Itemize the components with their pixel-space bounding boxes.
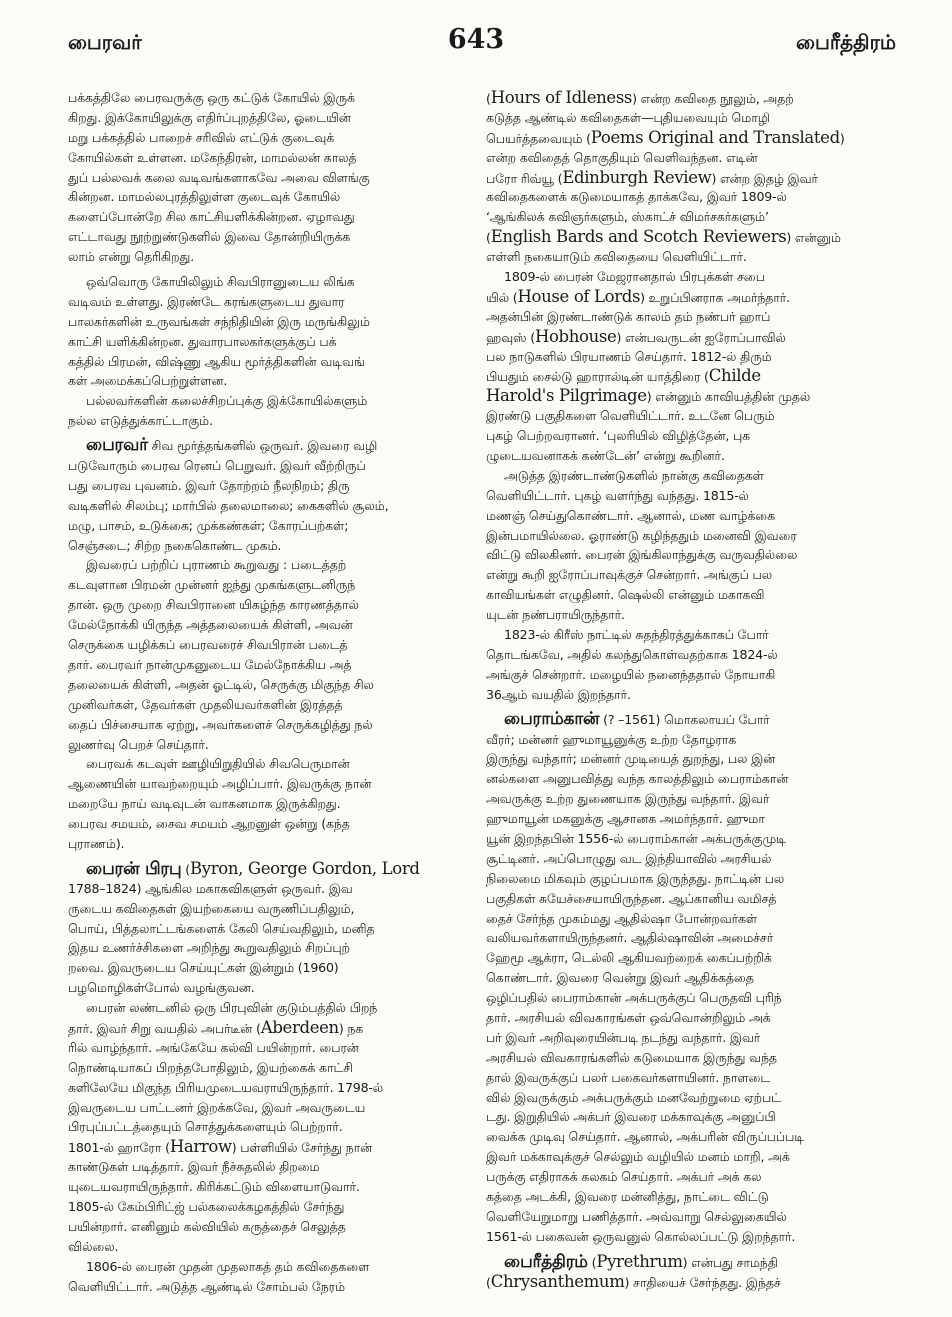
- text-line: எள்ளி நகையாடும் கவிதையை வெளியிட்டார்.: [486, 249, 747, 265]
- text-line: யுடன் நண்பராயிருந்தார்.: [486, 607, 625, 623]
- text-line: ஒழிப்பதில் பைராம்கான் அக்பருக்குப் பெருதவி புரிந்: [486, 990, 782, 1006]
- text-line: அங்குச் சென்றார். மழையில் நனைந்ததால் நோயாகி: [486, 666, 776, 682]
- text-line: முனிவர்கள், தேவர்கள் முதலியவர்களின் இரத்தத்: [68, 696, 343, 712]
- text-line: விட்டு விலகினர். பைரன் இங்கிலாந்துக்கு வருவதில்லை: [486, 547, 798, 563]
- entry-headword: பைரவர்: [86, 435, 148, 456]
- text-line: ஹவுஸ் (Hobhouse) என்பவருடன் ஐரோப்பாவில்: [486, 326, 786, 346]
- text-line: கடுத்த ஆண்டில் கவிதைகள்—புதியவையும் மொழி: [486, 109, 770, 125]
- text-line: வீரர்; மன்னர் ஹுமாயூனுக்கு உற்ற தோழராக: [486, 731, 737, 747]
- text-line: பக்கத்திலே பைரவருக்கு ஒரு கட்டுக் கோயில் இருக்: [68, 90, 355, 105]
- text-line: (Hours of Idleness) என்ற கவிதை நூலும், அதற்: [486, 88, 794, 107]
- text-line: பைரீத்திரம் (Pyrethrum) என்பது சாமந்தி: [504, 1251, 778, 1272]
- text-line: பைரவ சமயம், சைவ சமயம் ஆறனுள் ஒன்று (கந்த: [68, 816, 350, 832]
- text-line: பருக்கு எதிராகக் கலகம் செய்தார். அக்பர் அக் கல: [486, 1169, 762, 1185]
- text-line: 1806-ல் பைரன் முதன் முதலாகத் தம் கவிதைகளை: [86, 1258, 370, 1274]
- text-line: கள் அமைக்கப்பெற்றுள்ளன.: [68, 373, 228, 389]
- text-line: வடிவம் உள்ளது. இரண்டே கரங்களுடைய துவார: [68, 293, 345, 309]
- text-line: களிலேயே மிகுந்த பிரியமுடையவராயிருந்தார். 1798-ல்: [68, 1079, 384, 1095]
- text-line: பெயர்த்தவையும் (Poems Original and Translated): [486, 127, 845, 147]
- text-line: களைப்போன்றே சில காட்சியளிக்கின்றன. ஏழாவது: [68, 209, 355, 225]
- text-line: பது பைரவ புவனம். இவர் தோற்றம் நீலநிறம்; திரு: [68, 477, 350, 493]
- text-line: இதய உணர்ச்சிகளை அறிந்து கூறுவதிலும் சிறப்புற்: [68, 940, 350, 956]
- text-line: பயின்றார். எனினும் கல்வியில் கருத்தைச் செலுத்த: [68, 1218, 346, 1234]
- text-line: யூன் இறந்தபின் 1556-ல் பைராம்கான் அக்பருக்குமுடி: [486, 830, 786, 846]
- text-line: பரோ ரிவ்யூ (Edinburgh Review) என்ற இதழ் இவர்: [486, 167, 818, 187]
- text-line: தைச் சேர்ந்த முகம்மது ஆதில்ஷா போன்றவர்கள்: [486, 910, 758, 926]
- text-line: ருடைய கவிதைகள் இயற்கையை வருணிப்பதிலும்,: [68, 900, 355, 916]
- text-line: (English Bards and Scotch Reviewers) என்னும்: [486, 227, 841, 247]
- text-line: இரண்டு பகுதிகளை வெளியிட்டார். உடனே பெரும்: [486, 408, 775, 424]
- text-line: வெளியிட்டார். அடுத்த ஆண்டில் சோம்பல் நேரம்: [68, 1278, 345, 1294]
- text-line: தால் இவருக்குப் பலர் பகைவர்களாயினர். நாளடை: [486, 1069, 771, 1085]
- text-line: தைப் பிச்சையாக ஏற்று, அவர்களைச் செருக்கழித்து நல்: [68, 716, 373, 732]
- text-line: யில் (House of Lords) உறுப்பினராக அமர்ந்தார்.: [486, 286, 790, 306]
- text-line: ஆணையின் யாவற்றையும் அழிப்பார். இவருக்கு நான்: [68, 776, 372, 792]
- text-line: கொண்டார். இவரை வென்று இவர் ஆதிக்கத்தை: [486, 970, 754, 986]
- text-line: இவரைப் பற்றிப் புராணம் கூறுவது : படைத்தற்: [86, 557, 347, 573]
- text-line: இவருடைய பாட்டனர் இறக்கவே, இவர் அவருடைய: [68, 1099, 366, 1115]
- text-line: காண்டுகள் படித்தார். இவர் நீச்சுதலில் திறமை: [68, 1159, 320, 1175]
- text-line: புகழ் பெற்றவரானர். ‘புலரியில் விழித்தேன், புக: [486, 428, 751, 444]
- text-line: அதன்பின் இரண்டாண்டுக் காலம் தம் நண்பர் ஹாப்: [486, 308, 771, 324]
- text-line: லுணர்வு பெறச் செய்தார்.: [68, 736, 209, 752]
- text-line: கோயில்கள் உள்ளன. மகேந்திரன், மாமல்லன் காலத்: [68, 149, 357, 165]
- text-line: பொய், பித்தலாட்டங்களைக் கேலி செய்வதிலும், மனித: [68, 920, 375, 936]
- text-line: துப் பல்லவக் கலை வடிவங்களாகவே அவை விளங்கு: [68, 169, 370, 185]
- text-line: வடிகளில் சிலம்பு; மார்பில் தலைமாலை; கைகளில் சூலம்,: [68, 497, 389, 513]
- text-line: என்று கூறி ஐரோப்பாவுக்குச் சென்றார். அங்குப் பல: [486, 567, 772, 583]
- text-line: பைராம்கான் (? –1561) மொகலாயப் போர்: [504, 708, 770, 729]
- text-line: வெளியிட்டார். புகழ் வளர்ந்து வந்தது. 1815-ல்: [486, 487, 749, 503]
- text-line: பழமொழிகள்போல் வழங்குவன.: [68, 980, 255, 996]
- text-line: காட்சி யளிக்கின்றன. துவாரபாலகர்களுக்குப் பக்: [68, 333, 337, 349]
- text-line: இருந்து வந்தார்; மன்னர் முடியைத் துறந்து, பல இன்: [486, 751, 776, 767]
- text-line: தார். அரசியல் விவகாரங்கள் ஒவ்வொன்றிலும் அக்: [486, 1009, 771, 1025]
- text-line: தான். ஒரு முறை சிவபிரானை யிகழ்ந்த காரணத்தால்: [68, 597, 359, 613]
- text-line: மணஞ் செய்துகொண்டார். ஆனால், மண வாழ்க்கை: [486, 507, 775, 523]
- text-line: றவை. இவருடைய செய்யுட்கள் இன்றும் (1960): [68, 960, 339, 976]
- text-line: ஹுமாயூன் மகனுக்கு ஆசானக அமர்ந்தார். ஹுமா: [486, 811, 765, 827]
- text-line: பைரவக் கடவுள் ஊழியிறுதியில் சிவபெருமான்: [86, 756, 350, 772]
- text-line: வெளியேறுமாறு பணித்தார். அவ்வாறு செல்லுகையில்: [486, 1208, 787, 1224]
- text-line: கடவுளான பிரமன் முன்னர் ஐந்து முகங்களுடனிருந்: [68, 577, 356, 593]
- header-right-guide-word: பைரீத்திரம்: [796, 30, 896, 54]
- text-line: படுவோரும் பைரவ ரெனப் பெறுவர். இவர் வீற்றிருப்: [68, 458, 366, 474]
- text-line: Harold's Pilgrimage) என்னும் காவியத்தின் முதல்: [486, 386, 811, 406]
- text-line: வில்லை.: [68, 1238, 119, 1254]
- text-line: மறையே நாய் வடிவுடன் வாகனமாக இருக்கிறது.: [68, 796, 341, 812]
- entry-headword: பைராம்கான்: [504, 708, 600, 729]
- text-line: 1801-ல் ஹாரோ (Harrow) பள்ளியில் சேர்ந்து நான்: [68, 1137, 373, 1157]
- text-line: செஞ்சடை; சிற்ற நகைகொண்ட முகம்.: [68, 537, 282, 553]
- text-line: டது. இறுதியில் அக்பர் இவரை மக்காவுக்கு அனுப்பி: [486, 1109, 776, 1125]
- text-line: 36ஆம் வயதில் இறந்தார்.: [486, 686, 631, 702]
- text-line: காவியங்கள் எழுதினர். ஷெல்லி என்னும் மகாகவி: [486, 587, 765, 603]
- text-line: னல்களை அனுபவித்து வந்த காலத்திலும் பைராம்கான்: [486, 771, 789, 787]
- text-line: என்ற கவிதைத் தொகுதியும் வெளிவந்தன. எடின்: [486, 149, 758, 165]
- text-line: பைரன் லண்டனில் ஒரு பிரபுவின் குடும்பத்தில் பிறந்: [86, 1000, 378, 1016]
- text-line: 1788–1824) ஆங்கில மகாகவிகளுள் ஒருவர். இவ: [68, 880, 353, 896]
- text-line: அரசியல் விவகாரங்களில் கடுமையாக இருந்து வந்த: [486, 1049, 777, 1065]
- left-column: [68, 88, 472, 1294]
- right-column: [486, 88, 898, 1291]
- text-line: செருக்கை யழிக்கப் பைரவரைச் சிவபிரான் படைத்: [68, 637, 348, 653]
- text-line: மறு பக்கத்தில் பாறைச் சரிவில் எட்டுக் குடைவுக்: [68, 129, 335, 145]
- header-left-guide-word: பைரவர்: [68, 30, 142, 54]
- text-line: பைரவர் சிவ மூர்த்தங்களில் ஒருவர். இவரை வழி: [86, 435, 378, 456]
- text-line: வைக்க முடிவு செய்தார். ஆனால், அக்பரின் விருப்பப்படி: [486, 1129, 805, 1145]
- text-line: வில் இவருக்கும் அக்பருக்கும் மனவேற்றுமை ஏற்பட்: [486, 1089, 781, 1105]
- text-line: கிறது. இக்கோயிலுக்கு எதிர்ப்புறத்திலே, ஓடையின்: [68, 109, 351, 125]
- text-line: லாம் என்று தெரிகிறது.: [68, 249, 195, 265]
- text-line: பர் இவர் அறிவுரையின்படி நடந்து வந்தார். இவர்: [486, 1029, 761, 1045]
- text-line: (Chrysanthemum) சாதியைச் சேர்ந்தது. இந்தச்: [486, 1271, 781, 1291]
- text-line: ‘ஆங்கிலக் கவிஞர்களும், ஸ்காட்ச் விமர்சகர்களும்’: [486, 209, 769, 225]
- text-line: பியதும் சைல்டு ஹாரால்டின் யாத்திரை (Childe: [486, 366, 761, 386]
- text-line: பிரபுப்பட்டத்தையும் சொத்துக்களையும் பெற்றார்.: [68, 1119, 343, 1135]
- text-line: எட்டாவது நூற்றுண்டுகளில் இவை தோன்றியிருக்க: [68, 229, 351, 245]
- text-line: கத்தை அடக்கி, இவரை மன்னித்து, நாட்டை விட்டு: [486, 1188, 769, 1204]
- text-line: பல நாடுகளில் பிரயாணம் செய்தார். 1812-ல் திரும்: [486, 348, 772, 364]
- entry-headword: பைரன் பிரபு: [86, 858, 182, 879]
- text-line: ரில் வாழ்ந்தார். அங்கேயே கல்வி பயின்றார். பைரன்: [68, 1039, 359, 1055]
- text-line: பாலகர்களின் உருவங்கள் சந்நிதியின் இரு மருங்கிலும்: [68, 313, 370, 329]
- text-line: கவிதைகளைக் கடுமையாகத் தாக்கவே, இவர் 1809-ல்: [486, 189, 787, 205]
- text-line: அடுத்த இரண்டாண்டுகளில் நான்கு கவிதைகள்: [504, 467, 764, 483]
- text-line: நிலைமை மிகவும் குழப்பமாக இருந்தது. நாட்டின் பல: [486, 870, 785, 886]
- text-line: கத்தில் பிரமன், விஷ்ணு ஆகிய மூர்த்திகளின் வடிவங்: [68, 353, 365, 369]
- text-line: நொண்டியாகப் பிறந்தபோதிலும், இயற்கைக் காட்சி: [68, 1059, 353, 1075]
- text-line: புராணம்).: [68, 835, 125, 851]
- entry-headword: பைரீத்திரம்: [504, 1251, 588, 1272]
- text-line: தார். இவர் சிறு வயதில் அபர்டீன் (Aberdeen) நக: [68, 1017, 364, 1037]
- text-line: அவருக்கு உற்ற துணையாக இருந்து வந்தார். இவர்: [486, 791, 770, 807]
- text-line: தலையைக் கிள்ளி, அதன் ஓட்டில், செருக்கு மிகுந்த சில: [68, 676, 374, 692]
- text-line: ஹேமூ ஆக்ரா, டெல்லி ஆகியவற்றைக் கைப்பற்றிக்: [486, 950, 772, 966]
- text-line: ழுடையவனாகக் கண்டேன்’ என்று கூறினர்.: [486, 448, 725, 464]
- text-line: நல்ல எடுத்துக்காட்டாகும்.: [68, 413, 213, 429]
- text-line: சூட்டினர். அப்பொழுது வட இந்தியாவில் அரசியல்: [486, 850, 772, 866]
- text-line: 1805-ல் கேம்பிரிட்ஜ் பல்கலைக்கழகத்தில் சேர்ந்து: [68, 1198, 345, 1214]
- text-line: கின்றன. மாமல்லபுரத்திலுள்ள குடைவுக் கோயில்: [68, 189, 341, 205]
- text-line: தொடங்கவே, அதில் கலந்துகொள்வதற்காக 1824-ல்: [486, 646, 778, 662]
- text-line: வலியவர்களாயிருந்தனர். ஆதில்ஷாவின் அமைச்சர்: [486, 930, 774, 946]
- text-line: பகுதிகள் சுயேச்சையாயிருந்தன. ஆப்கானிய வமிசத்: [486, 890, 777, 906]
- text-line: பைரன் பிரபு (Byron, George Gordon, Lord: [86, 858, 420, 879]
- text-line: மேல்நோக்கி யிருந்த அத்தலையைக் கிள்ளி, அவன்: [68, 617, 353, 633]
- text-line: 1823-ல் கிரீஸ் நாட்டில் சுதந்திரத்துக்காகப் போர்: [504, 627, 769, 643]
- text-line: இன்பமாயில்லை. ஓராண்டு கழிந்ததும் மனைவி இவரை: [486, 527, 797, 543]
- text-line: தார். பைரவர் நான்முகனுடைய மேல்நோக்கிய அத்: [68, 656, 352, 672]
- text-line: பல்லவர்களின் கலைச்சிறப்புக்கு இக்கோயில்களும்: [86, 393, 368, 409]
- text-line: 1561-ல் பகைவன் ஒருவனுல் கொல்லப்பட்டு இறந்தார்.: [486, 1228, 796, 1244]
- text-line: 1809-ல் பைரன் மேஜரானதால் பிரபுக்கள் சபை: [504, 269, 765, 285]
- text-line: யுடையவராயிருந்தார். கிரிக்கட்டும் விளையாடுவார்.: [68, 1179, 360, 1195]
- text-line: மழு, பாசம், உடுக்கை; முக்கண்கள்; கோரப்பற்கள்;: [68, 517, 349, 533]
- text-line: ஒவ்வொரு கோயிலிலும் சிவபிரானுடைய லிங்க: [86, 274, 355, 290]
- page-number: 643: [447, 24, 505, 55]
- text-line: இவர் மக்காவுக்குச் செல்லும் வழியில் மனம் மாறி, அக்: [486, 1149, 790, 1165]
